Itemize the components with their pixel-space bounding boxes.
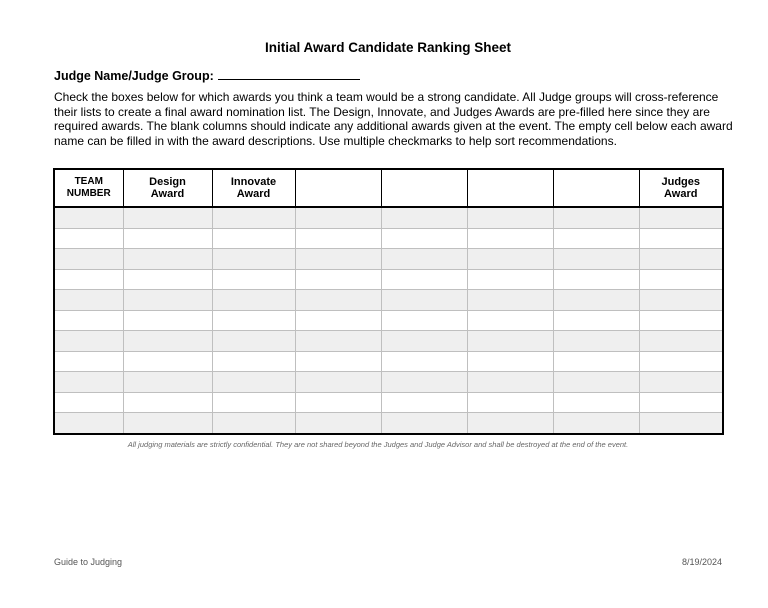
award-check-cell[interactable] — [212, 290, 295, 311]
team-number-cell[interactable] — [54, 310, 123, 331]
award-check-cell[interactable] — [467, 290, 553, 311]
award-check-cell[interactable] — [639, 392, 723, 413]
footer-date: 8/19/2024 — [681, 557, 722, 567]
table-row — [54, 310, 723, 331]
team-number-cell[interactable] — [54, 372, 123, 393]
award-check-cell[interactable] — [123, 249, 212, 270]
award-check-cell[interactable] — [381, 310, 467, 331]
award-check-cell[interactable] — [639, 249, 723, 270]
award-check-cell[interactable] — [381, 290, 467, 311]
award-check-cell[interactable] — [295, 290, 381, 311]
award-check-cell[interactable] — [639, 413, 723, 434]
award-check-cell[interactable] — [381, 372, 467, 393]
award-check-cell[interactable] — [381, 249, 467, 270]
award-check-cell[interactable] — [467, 228, 553, 249]
award-check-cell[interactable] — [553, 392, 639, 413]
award-check-cell[interactable] — [295, 331, 381, 352]
header-blank-award-1[interactable] — [295, 169, 381, 207]
award-check-cell[interactable] — [381, 392, 467, 413]
award-check-cell[interactable] — [212, 392, 295, 413]
award-check-cell[interactable] — [553, 207, 639, 228]
award-check-cell[interactable] — [467, 372, 553, 393]
award-check-cell[interactable] — [295, 228, 381, 249]
ranking-table-body — [54, 207, 723, 434]
award-check-cell[interactable] — [553, 290, 639, 311]
page-title: Initial Award Candidate Ranking Sheet — [264, 40, 512, 55]
award-check-cell[interactable] — [553, 310, 639, 331]
header-design-award-text: Design Award — [149, 175, 186, 200]
table-row — [54, 351, 723, 372]
award-check-cell[interactable] — [295, 249, 381, 270]
table-row — [54, 269, 723, 290]
header-blank-award-4[interactable] — [553, 169, 639, 207]
award-check-cell[interactable] — [295, 269, 381, 290]
team-number-cell[interactable] — [54, 269, 123, 290]
team-number-cell[interactable] — [54, 249, 123, 270]
instructions-paragraph: Check the boxes below for which awards you think a team would be a strong candidate. All Judge groups will cross-reference their lists to create a final award nomination list. The Design, Innovate, and Judges Awards are pre-filled here since they are required awards. The blank columns should indicate any additional awards given at the event. The empty cell below each award name can be filled in with the award descriptions. Use multiple checkmarks to help sort recommendations. — [54, 90, 733, 148]
award-check-cell[interactable] — [123, 228, 212, 249]
award-check-cell[interactable] — [212, 372, 295, 393]
award-check-cell[interactable] — [467, 413, 553, 434]
award-check-cell[interactable] — [123, 413, 212, 434]
award-check-cell[interactable] — [295, 310, 381, 331]
award-check-cell[interactable] — [553, 372, 639, 393]
header-judges-award-text: Judges Award — [661, 175, 700, 200]
team-number-cell[interactable] — [54, 331, 123, 352]
award-check-cell[interactable] — [295, 413, 381, 434]
team-number-cell[interactable] — [54, 207, 123, 228]
header-blank-award-2[interactable] — [381, 169, 467, 207]
table-row — [54, 249, 723, 270]
header-judges-award — [639, 169, 723, 207]
header-team-number — [54, 169, 123, 207]
award-check-cell[interactable] — [381, 331, 467, 352]
table-row — [54, 413, 723, 434]
award-check-cell[interactable] — [553, 331, 639, 352]
award-check-cell[interactable] — [212, 310, 295, 331]
award-check-cell[interactable] — [212, 228, 295, 249]
award-check-cell[interactable] — [467, 269, 553, 290]
award-check-cell[interactable] — [123, 269, 212, 290]
award-check-cell[interactable] — [381, 228, 467, 249]
award-check-cell[interactable] — [553, 351, 639, 372]
ranking-table — [53, 168, 724, 435]
award-check-cell[interactable] — [639, 351, 723, 372]
award-check-cell[interactable] — [381, 351, 467, 372]
header-design-award — [123, 169, 212, 207]
award-check-cell[interactable] — [123, 351, 212, 372]
award-check-cell[interactable] — [295, 372, 381, 393]
header-team-number-text: TEAM NUMBER — [66, 175, 111, 199]
header-blank-award-3[interactable] — [467, 169, 553, 207]
award-check-cell[interactable] — [381, 413, 467, 434]
confidentiality-note: All judging materials are strictly confidential. They are not shared beyond the Judges and Judge Advisor and shall be destroyed at the end of the event. — [127, 440, 629, 449]
award-check-cell[interactable] — [123, 290, 212, 311]
award-check-cell[interactable] — [639, 269, 723, 290]
award-check-cell[interactable] — [467, 351, 553, 372]
team-number-cell[interactable] — [54, 413, 123, 434]
award-check-cell[interactable] — [212, 207, 295, 228]
award-check-cell[interactable] — [639, 372, 723, 393]
table-row — [54, 290, 723, 311]
team-number-cell[interactable] — [54, 392, 123, 413]
table-row — [54, 331, 723, 352]
judge-name-line — [54, 68, 360, 83]
award-check-cell[interactable] — [123, 372, 212, 393]
award-check-cell[interactable] — [467, 310, 553, 331]
award-check-cell[interactable] — [639, 228, 723, 249]
award-check-cell[interactable] — [467, 331, 553, 352]
award-check-cell[interactable] — [212, 249, 295, 270]
team-number-cell[interactable] — [54, 351, 123, 372]
header-innovate-award-text: Innovate Award — [230, 175, 277, 200]
judge-name-label: Judge Name/Judge Group: — [54, 69, 214, 83]
award-check-cell[interactable] — [553, 249, 639, 270]
award-check-cell[interactable] — [467, 249, 553, 270]
table-row — [54, 207, 723, 228]
award-check-cell[interactable] — [212, 351, 295, 372]
award-check-cell[interactable] — [212, 413, 295, 434]
award-check-cell[interactable] — [295, 351, 381, 372]
award-check-cell[interactable] — [295, 392, 381, 413]
award-check-cell[interactable] — [381, 207, 467, 228]
header-innovate-award — [212, 169, 295, 207]
award-check-cell[interactable] — [639, 207, 723, 228]
award-check-cell[interactable] — [639, 290, 723, 311]
award-check-cell[interactable] — [212, 269, 295, 290]
award-check-cell[interactable] — [123, 392, 212, 413]
award-check-cell[interactable] — [639, 310, 723, 331]
award-check-cell[interactable] — [553, 269, 639, 290]
award-check-cell[interactable] — [123, 310, 212, 331]
team-number-cell[interactable] — [54, 228, 123, 249]
table-row — [54, 392, 723, 413]
award-check-cell[interactable] — [467, 207, 553, 228]
footer-guide-title: Guide to Judging — [54, 557, 123, 567]
team-number-cell[interactable] — [54, 290, 123, 311]
table-row — [54, 372, 723, 393]
award-check-cell[interactable] — [123, 207, 212, 228]
award-check-cell[interactable] — [295, 207, 381, 228]
award-check-cell[interactable] — [467, 392, 553, 413]
award-check-cell[interactable] — [212, 331, 295, 352]
judge-name-blank[interactable] — [218, 68, 360, 80]
award-check-cell[interactable] — [553, 228, 639, 249]
award-check-cell[interactable] — [553, 413, 639, 434]
header-row — [54, 169, 723, 207]
table-row — [54, 228, 723, 249]
award-check-cell[interactable] — [639, 331, 723, 352]
award-check-cell[interactable] — [123, 331, 212, 352]
award-check-cell[interactable] — [381, 269, 467, 290]
